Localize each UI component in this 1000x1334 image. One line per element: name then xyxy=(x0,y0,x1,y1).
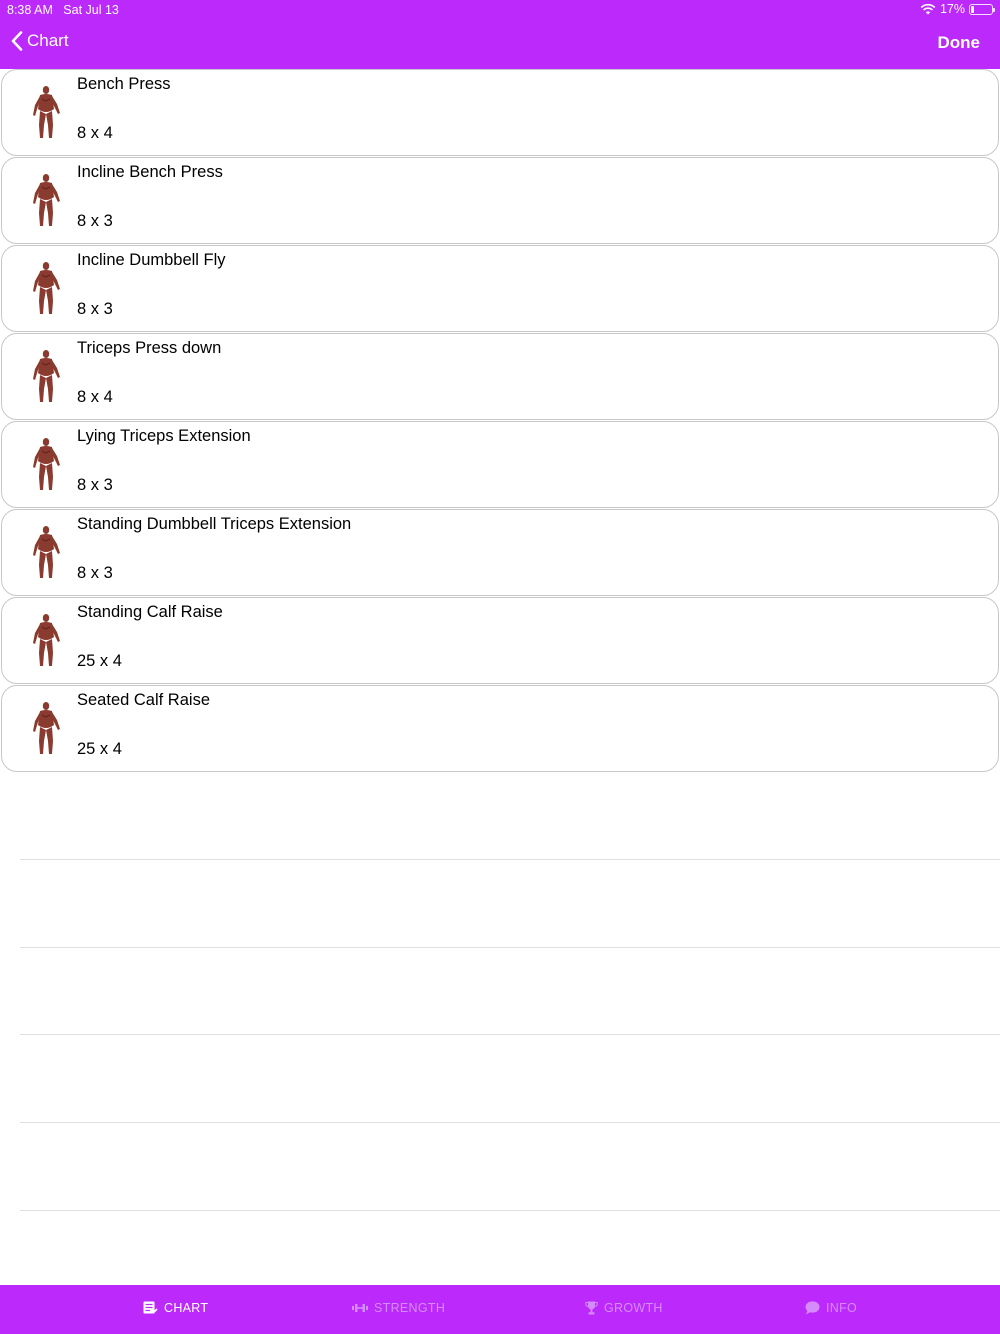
row-separator xyxy=(20,1210,1000,1211)
row-separator xyxy=(20,1122,1000,1123)
exercise-row[interactable] xyxy=(1,597,999,684)
tab-strength[interactable] xyxy=(352,1301,445,1315)
exercise-sets: 8 x 3 xyxy=(77,212,113,230)
row-separator xyxy=(20,1034,1000,1035)
exercise-name: Seated Calf Raise xyxy=(77,691,210,709)
exercise-name: Incline Bench Press xyxy=(77,163,223,181)
exercise-sets: 8 x 3 xyxy=(77,476,113,494)
muscle-figure-icon xyxy=(28,85,64,141)
exercise-row[interactable] xyxy=(1,421,999,508)
muscle-figure-icon xyxy=(28,261,64,317)
dumbbell-icon xyxy=(352,1303,368,1313)
exercise-name: Incline Dumbbell Fly xyxy=(77,251,226,269)
exercise-name: Bench Press xyxy=(77,75,171,93)
trophy-icon xyxy=(585,1301,598,1315)
status-time: 8:38 AM xyxy=(7,3,53,17)
back-button[interactable] xyxy=(10,31,69,51)
battery-percent: 17% xyxy=(939,2,965,16)
chat-bubble-icon xyxy=(805,1301,820,1315)
tab-growth-label: GROWTH xyxy=(604,1301,663,1315)
exercise-row[interactable] xyxy=(1,157,999,244)
done-button[interactable]: Done xyxy=(937,33,980,52)
row-separator xyxy=(20,947,1000,948)
chart-icon xyxy=(143,1301,158,1315)
exercise-name: Triceps Press down xyxy=(77,339,222,357)
muscle-figure-icon xyxy=(28,349,64,405)
muscle-figure-icon xyxy=(28,525,64,581)
exercise-name: Lying Triceps Extension xyxy=(77,427,251,445)
exercise-sets: 8 x 3 xyxy=(77,564,113,582)
navigation-bar xyxy=(0,0,1000,69)
status-date: Sat Jul 13 xyxy=(63,3,119,17)
exercise-sets: 8 x 4 xyxy=(77,388,113,406)
exercise-sets: 25 x 4 xyxy=(77,652,122,670)
tab-chart[interactable] xyxy=(143,1301,208,1315)
exercise-sets: 8 x 4 xyxy=(77,124,113,142)
tab-info-label: INFO xyxy=(826,1301,858,1315)
wifi-icon xyxy=(920,3,936,15)
exercise-name: Standing Calf Raise xyxy=(77,603,223,621)
exercise-row[interactable] xyxy=(1,245,999,332)
chevron-left-icon xyxy=(10,31,23,51)
exercise-row[interactable] xyxy=(1,69,999,156)
tab-info[interactable] xyxy=(805,1301,857,1315)
tab-bar xyxy=(0,1285,1000,1334)
status-bar-time xyxy=(7,3,119,17)
exercise-sets: 25 x 4 xyxy=(77,740,122,758)
muscle-figure-icon xyxy=(28,173,64,229)
exercise-name: Standing Dumbbell Triceps Extension xyxy=(77,515,352,533)
tab-chart-label: CHART xyxy=(164,1301,209,1315)
exercise-sets: 8 x 3 xyxy=(77,300,113,318)
row-separator xyxy=(20,859,1000,860)
exercise-row[interactable] xyxy=(1,333,999,420)
muscle-figure-icon xyxy=(28,613,64,669)
battery-level xyxy=(971,6,974,13)
back-button-label: Chart xyxy=(27,31,69,50)
muscle-figure-icon xyxy=(28,437,64,493)
muscle-figure-icon xyxy=(28,701,64,757)
exercise-row[interactable] xyxy=(1,509,999,596)
tab-growth[interactable] xyxy=(585,1301,663,1315)
battery-icon xyxy=(969,4,993,15)
tab-strength-label: STRENGTH xyxy=(374,1301,446,1315)
exercise-row[interactable] xyxy=(1,685,999,772)
status-bar-right xyxy=(920,2,993,16)
